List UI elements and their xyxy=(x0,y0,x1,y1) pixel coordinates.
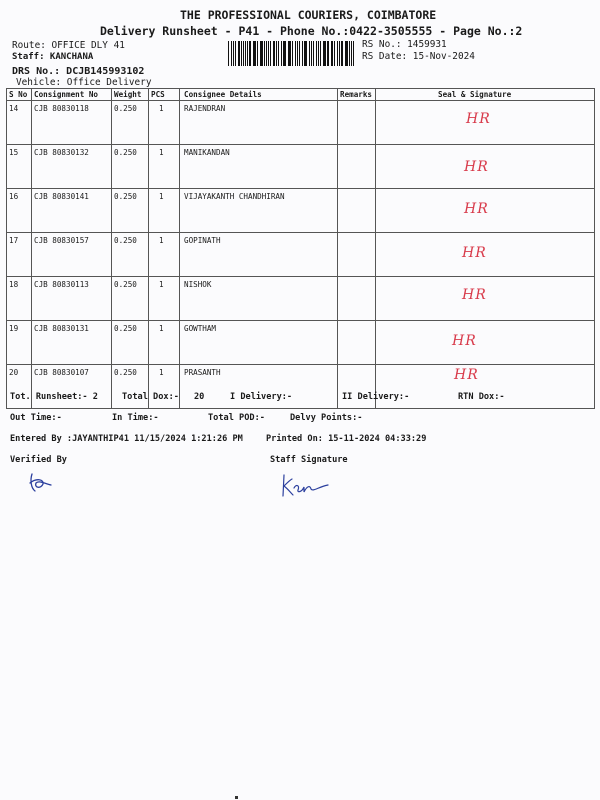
barcode-bar xyxy=(254,41,256,66)
barcode-bar xyxy=(261,41,262,66)
cell-sno: 15 xyxy=(7,145,32,189)
col-header-weight: Weight xyxy=(112,89,149,101)
barcode-bar xyxy=(334,41,335,66)
barcode-bar xyxy=(299,41,300,66)
cell-consignee: MANIKANDAN xyxy=(180,145,338,189)
cell-consignee: RAJENDRAN xyxy=(180,101,338,145)
col-header-consignment: Consignment No xyxy=(32,89,112,101)
cell-remarks xyxy=(338,189,376,233)
seal-signature: HR xyxy=(466,111,491,127)
barcode-bar xyxy=(331,41,332,66)
out-time: Out Time:- xyxy=(10,413,62,423)
runsheet-table xyxy=(6,88,595,409)
ii-delivery: II Delivery:- xyxy=(342,392,410,402)
seal-signature: HR xyxy=(464,159,489,175)
cell-consignee: NISHOK xyxy=(180,277,338,321)
cell-seal xyxy=(376,189,595,233)
page-dot xyxy=(235,796,238,799)
barcode-bar xyxy=(233,41,234,66)
cell-sno: 18 xyxy=(7,277,32,321)
verified-by-label: Verified By xyxy=(10,455,67,465)
barcode-bar xyxy=(273,41,275,66)
table-row xyxy=(7,145,595,189)
cell-seal xyxy=(376,277,595,321)
barcode-bar xyxy=(266,41,267,66)
delvy-points: Delvy Points:- xyxy=(290,413,363,423)
cell-seal xyxy=(376,101,595,145)
barcode-bar xyxy=(245,41,246,66)
barcode-bar xyxy=(284,41,285,66)
table-row xyxy=(7,189,595,233)
cell-weight: 0.250 xyxy=(112,233,149,277)
entered-by: Entered By :JAYANTHIP41 11/15/2024 1:21:26 PM xyxy=(10,434,243,444)
col-header-sno: S No xyxy=(7,89,32,101)
col-header-seal: Seal & Signature xyxy=(376,89,595,101)
barcode-image xyxy=(228,41,355,66)
barcode-bar xyxy=(351,41,352,66)
cell-consignment: CJB 80830157 xyxy=(32,233,112,277)
col-header-pcs: PCS xyxy=(149,89,180,101)
cell-pcs: 1 xyxy=(149,365,180,409)
total-pod: Total POD:- xyxy=(208,413,265,423)
staff-signature-label: Staff Signature xyxy=(270,455,348,465)
table-row xyxy=(7,233,595,277)
barcode-bar xyxy=(228,41,229,66)
cell-weight: 0.250 xyxy=(112,277,149,321)
cell-pcs: 1 xyxy=(149,145,180,189)
barcode-bar xyxy=(238,41,240,66)
verifier-signature xyxy=(26,470,54,496)
barcode-bar xyxy=(313,41,314,66)
barcode-bar xyxy=(305,41,307,66)
barcode-bar xyxy=(324,41,326,66)
barcode-bar xyxy=(332,41,333,66)
cell-consignee: GOWTHAM xyxy=(180,321,338,365)
seal-signature: HR xyxy=(452,333,477,349)
cell-consignment: CJB 80830132 xyxy=(32,145,112,189)
cell-pcs: 1 xyxy=(149,277,180,321)
barcode-bar xyxy=(253,41,254,66)
barcode-bar xyxy=(278,41,279,66)
staff-label: Staff: KANCHANA xyxy=(12,52,94,62)
cell-pcs: 1 xyxy=(149,321,180,365)
barcode-bar xyxy=(264,41,265,66)
cell-sno: 19 xyxy=(7,321,32,365)
barcode-bar xyxy=(341,41,343,66)
barcode-bar xyxy=(257,41,258,66)
barcode-bar xyxy=(241,41,242,66)
cell-sno: 17 xyxy=(7,233,32,277)
barcode-bar xyxy=(320,41,321,66)
staff-signature xyxy=(280,472,332,500)
cell-remarks xyxy=(338,321,376,365)
in-time: In Time:- xyxy=(112,413,159,423)
cell-consignment: CJB 80830107 xyxy=(32,365,112,409)
cell-remarks xyxy=(338,101,376,145)
i-delivery: I Delivery:- xyxy=(230,392,293,402)
cell-consignee: PRASANTH xyxy=(180,365,338,409)
barcode-bar xyxy=(337,41,338,66)
cell-weight: 0.250 xyxy=(112,101,149,145)
barcode-bar xyxy=(281,41,282,66)
table-row xyxy=(7,277,595,321)
cell-consignment: CJB 80830141 xyxy=(32,189,112,233)
cell-weight: 0.250 xyxy=(112,189,149,233)
table-row xyxy=(7,101,595,145)
barcode-bar xyxy=(231,41,232,66)
tot-runsheet: Tot. Runsheet:- 2 xyxy=(10,392,98,402)
barcode-bar xyxy=(323,41,324,66)
col-header-remarks: Remarks xyxy=(338,89,376,101)
col-header-consignee: Consignee Details xyxy=(180,89,338,101)
barcode-bar xyxy=(304,41,305,66)
runsheet-subtitle: Delivery Runsheet - P41 - Phone No.:0422-3505555 - Page No.:2 xyxy=(100,24,523,38)
vehicle-label: Vehicle: Office Delivery xyxy=(16,77,152,88)
cell-weight: 0.250 xyxy=(112,145,149,189)
barcode-bar xyxy=(292,41,293,66)
table-header-row xyxy=(7,89,595,101)
barcode-bar xyxy=(247,41,248,66)
cell-remarks xyxy=(338,233,376,277)
seal-signature: HR xyxy=(462,245,487,261)
route-label: Route: OFFICE DLY 41 xyxy=(12,40,125,51)
barcode-bar xyxy=(339,41,340,66)
cell-sno: 20 xyxy=(7,365,32,409)
barcode-bar xyxy=(289,41,291,66)
cell-seal xyxy=(376,233,595,277)
drs-number: DRS No.: DCJB145993102 xyxy=(12,66,145,77)
cell-consignee: GOPINATH xyxy=(180,233,338,277)
cell-seal xyxy=(376,145,595,189)
cell-consignment: CJB 80830118 xyxy=(32,101,112,145)
barcode-bar xyxy=(349,41,350,66)
rs-date: RS Date: 15-Nov-2024 xyxy=(362,51,475,62)
cell-consignee: VIJAYAKANTH CHANDHIRAN xyxy=(180,189,338,233)
barcode-bar xyxy=(268,41,269,66)
barcode-bar xyxy=(353,41,354,66)
barcode-bar xyxy=(345,41,346,66)
cell-seal xyxy=(376,321,595,365)
barcode-bar xyxy=(297,41,298,66)
printed-on: Printed On: 15-11-2024 04:33:29 xyxy=(266,434,427,444)
barcode-bar xyxy=(235,41,236,66)
barcode-bar xyxy=(283,41,284,66)
barcode-bar xyxy=(270,41,271,66)
cell-weight: 0.250 xyxy=(112,321,149,365)
cell-consignment: CJB 80830113 xyxy=(32,277,112,321)
seal-signature: HR xyxy=(462,287,487,303)
barcode-bar xyxy=(302,41,303,66)
cell-weight: 0.250 xyxy=(112,365,149,409)
barcode-bar xyxy=(249,41,250,66)
barcode-bar xyxy=(316,41,317,66)
barcode-bar xyxy=(311,41,312,66)
cell-pcs: 1 xyxy=(149,233,180,277)
rtn-dox: RTN Dox:- xyxy=(458,392,505,402)
cell-pcs: 1 xyxy=(149,189,180,233)
barcode-bar xyxy=(260,41,261,66)
rs-number: RS No.: 1459931 xyxy=(362,39,447,50)
company-name: THE PROFESSIONAL COURIERS, COIMBATORE xyxy=(180,8,437,22)
cell-sno: 14 xyxy=(7,101,32,145)
barcode-bar xyxy=(309,41,310,66)
barcode-bar xyxy=(276,41,277,66)
table-row xyxy=(7,321,595,365)
seal-signature: HR xyxy=(464,201,489,217)
seal-signature: HR xyxy=(454,367,479,383)
barcode-bar xyxy=(243,41,244,66)
barcode-bar xyxy=(318,41,319,66)
barcode-bar xyxy=(327,41,328,66)
total-dox-value: 20 xyxy=(194,392,205,402)
cell-remarks xyxy=(338,277,376,321)
barcode-bar xyxy=(295,41,296,66)
cell-consignment: CJB 80830131 xyxy=(32,321,112,365)
total-dox-label: Total Dox:- xyxy=(122,392,179,402)
cell-pcs: 1 xyxy=(149,101,180,145)
cell-remarks xyxy=(338,145,376,189)
cell-sno: 16 xyxy=(7,189,32,233)
barcode-bar xyxy=(346,41,347,66)
barcode-bar xyxy=(288,41,289,66)
